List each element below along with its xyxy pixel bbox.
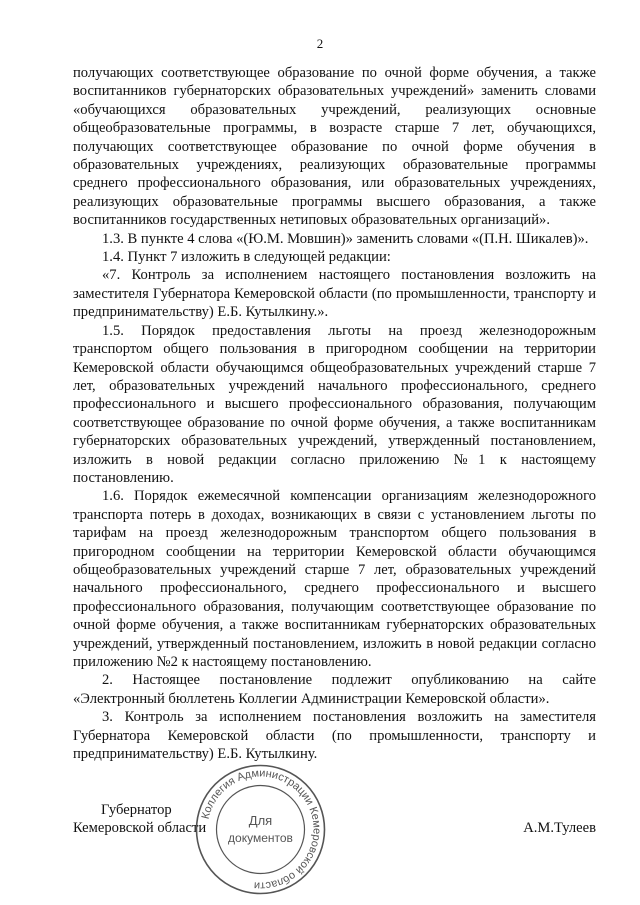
paragraph-1-3: 1.3. В пункте 4 слова «(Ю.М. Мовшин)» заменить словами «(П.Н. Шикалев)». <box>102 230 589 247</box>
paragraph-1-6: 1.6. Порядок ежемесячной компенсации организациям железнодорожного транспорта потерь в доходах, возникающих в связи с установлением льготы по тарифам на проезд железнодорожным транспортом общего пользования в пригородном сообщении на территории Кемеровской области обучающимся общеобразовательных учреждений старше 7 лет, образовательных учреждений начального профессионального, среднего профессионального и высшего профессионального образования, получающим соответствующее образование по очной форме обучения, а также воспитанникам губернаторских образовательных учреждений, утвержденный постановлением, изложить в новой редакции согласно приложению №2 к настоящему постановлению. <box>73 488 596 670</box>
signatory-region: Кемеровской области <box>73 820 207 836</box>
stamp-center-line2: документов <box>228 831 293 845</box>
document-body <box>73 64 596 763</box>
paragraph-continuation: получающих соответствующее образование по очной форме обучения, а также воспитанников губернаторских образовательных учреждений» заменить словами «обучающихся образовательных учреждений, реализующих основные общеобразовательные программы, в возрасте старше 7 лет, обучающихся, получающих соответствующее образование по очной форме обучения в образовательных учреждениях, реализующих образовательные программы среднего профессионального образования, или образовательных учреждениях, реализующих образовательные программы высшего образования, а также воспитанников государственных нетиповых образовательных организаций». <box>73 65 596 229</box>
paragraph-3: 3. Контроль за исполнением постановления возложить на заместителя Губернатора Кемеровской области (по промышленности, транспорту и предпринимательству) Е.Б. Кутылкину. <box>73 709 596 763</box>
signatory-name: А.М.Тулеев <box>523 820 596 836</box>
signature-block <box>73 795 596 855</box>
paragraph-1-5: 1.5. Порядок предоставления льготы на проезд железнодорожным транспортом общего пользования в пригородном сообщении на территории Кемеровской области обучающимся общеобразовательных учреждений старше 7 лет, образовательных учреждений начального профессионального, среднего профессионального и высшего профессионального образования, получающим соответствующее образование по очной форме обучения, а также воспитанникам губернаторских образовательных учреждений, утвержденный постановлением, изложить в новой редакции согласно приложению №1 к настоящему постановлению. <box>73 322 596 486</box>
paragraph-2: 2. Настоящее постановление подлежит опубликованию на сайте «Электронный бюллетень Коллегии Администрации Кемеровской области». <box>73 672 596 707</box>
stamp-outer-ring <box>197 766 325 894</box>
stamp-ring-text: Коллегия Администрации Кемеровской области <box>199 767 323 892</box>
stamp-center-line1: Для <box>248 813 273 828</box>
stamp-inner-ring <box>217 786 305 874</box>
page-number: 2 <box>316 36 324 51</box>
paragraph-1-4: 1.4. Пункт 7 изложить в следующей редакции: <box>102 249 391 266</box>
signatory-title: Губернатор <box>101 802 172 818</box>
stamp-seal <box>193 762 328 897</box>
paragraph-point-7: «7. Контроль за исполнением настоящего постановления возложить на заместителя Губернатора Кемеровской области (по промышленности, транспорту и предпринимательству) Е.Б. Кутылкину.». <box>73 267 596 321</box>
stamp-icon <box>193 762 328 897</box>
